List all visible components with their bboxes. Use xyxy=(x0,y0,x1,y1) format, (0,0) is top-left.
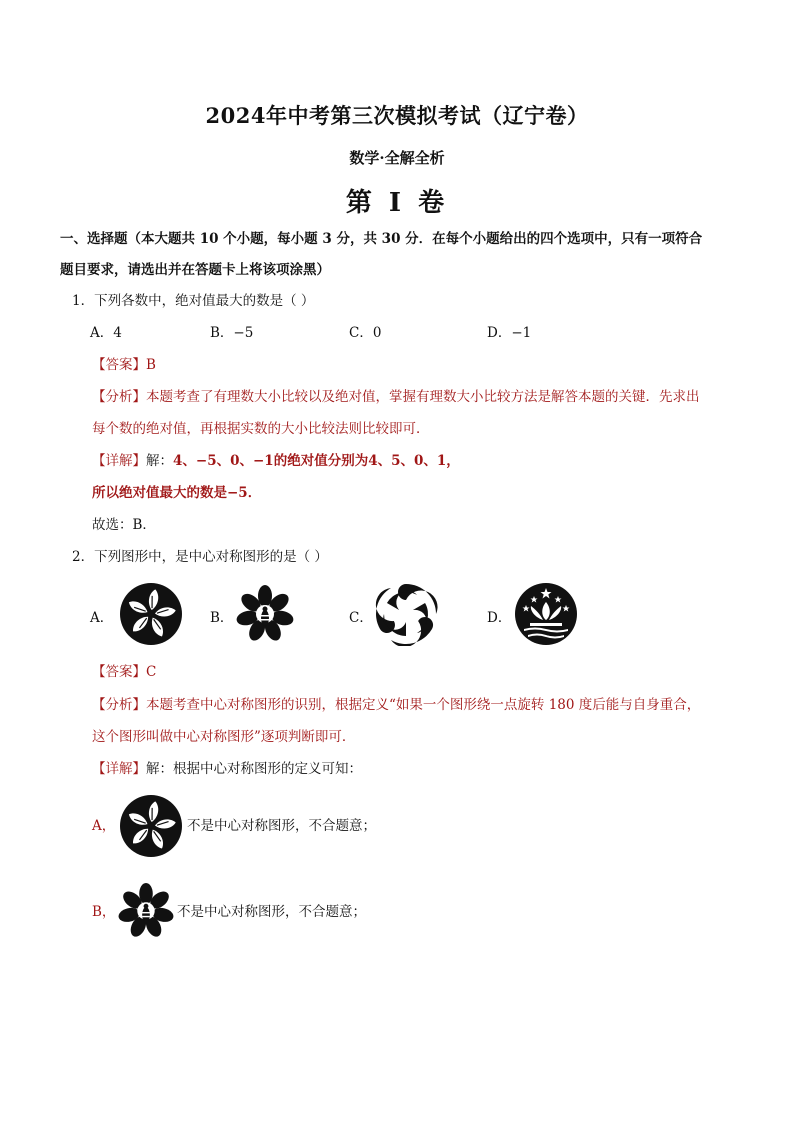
swirl-icon xyxy=(374,582,438,646)
q1-answer xyxy=(92,355,156,375)
q1-option-b: B．−5 xyxy=(210,325,254,341)
q2-analysis-tag: 【分析】 xyxy=(92,697,146,713)
bauhinia-icon xyxy=(119,582,183,646)
volume-heading: 第 I 卷 xyxy=(345,188,449,218)
q1-detail-tag: 【详解】 xyxy=(92,453,146,469)
q1-analysis-line1 xyxy=(92,387,700,407)
q2-answer-value: C xyxy=(146,664,157,680)
q1-option-a: A．4 xyxy=(90,325,122,341)
lotus-emblem-icon xyxy=(514,582,578,646)
q2-detail-tag: 【详解】 xyxy=(92,761,146,777)
q2-answer-tag: 【答案】 xyxy=(92,664,146,680)
q1-answer-tag: 【答案】 xyxy=(92,357,146,373)
q2-analysis-line1 xyxy=(92,695,700,715)
section-instructions-line1: 一、选择题（本大题共 10 个小题，每小题 3 分，共 30 分．在每个小题给出的四个选项中，只有一项符合 xyxy=(60,231,703,247)
q1-analysis-line2: 每个数的绝对值，再根据实数的大小比较法则比较即可． xyxy=(92,421,430,437)
q2-answer xyxy=(92,662,156,682)
q2-option-b-label: B． xyxy=(210,610,234,626)
q1-option-d: D．−1 xyxy=(487,325,532,341)
q2-item-b-label: B， xyxy=(92,904,116,920)
flower-bee-icon xyxy=(235,584,295,644)
q1-detail-line xyxy=(92,451,460,471)
q1-analysis-tag: 【分析】 xyxy=(92,389,146,405)
section-instructions-line2: 题目要求，请选出并在答题卡上将该项涂黑） xyxy=(60,262,330,278)
q1-detail-prefix: 解： xyxy=(146,453,173,469)
q1-option-c: C．0 xyxy=(349,325,382,341)
q1-answer-value: B xyxy=(146,357,156,373)
q2-analysis-text1: 本题考查中心对称图形的识别，根据定义“如果一个图形绕一点旋转 180 度后能与自身重合， xyxy=(146,697,701,713)
q2-item-a-text: 不是中心对称图形，不合题意； xyxy=(187,818,376,834)
q2-detail-line xyxy=(92,759,362,779)
q2-option-c-label: C． xyxy=(349,610,373,626)
flower-bee-icon xyxy=(117,882,175,940)
q2-option-d-label: D． xyxy=(487,610,512,626)
q2-analysis-line2: 这个图形叫做中心对称图形”逐项判断即可． xyxy=(92,729,356,745)
q1-detail-rest: 4、−5、0、−1的绝对值分别为4、5、0、1， xyxy=(173,453,460,469)
q2-item-a-label: A， xyxy=(92,818,116,834)
page-subtitle: 数学·全解全析 xyxy=(349,149,445,167)
q1-analysis-text1: 本题考查了有理数大小比较以及绝对值，掌握有理数大小比较方法是解答本题的关键．先求出 xyxy=(146,389,700,405)
q1-stem: 1．下列各数中，绝对值最大的数是（ ） xyxy=(72,293,315,309)
q2-stem: 2．下列图形中，是中心对称图形的是（ ） xyxy=(72,549,328,565)
q2-option-a-label: A． xyxy=(90,610,114,626)
q1-conclusion: 所以绝对值最大的数是−5． xyxy=(92,485,262,501)
page-title: 2024年中考第三次模拟考试（辽宁卷） xyxy=(205,103,589,128)
q2-detail-text: 解：根据中心对称图形的定义可知： xyxy=(146,761,362,777)
q1-choice: 故选：B． xyxy=(92,517,156,533)
q2-item-b-text: 不是中心对称图形，不合题意； xyxy=(177,904,366,920)
bauhinia-icon xyxy=(119,794,183,858)
